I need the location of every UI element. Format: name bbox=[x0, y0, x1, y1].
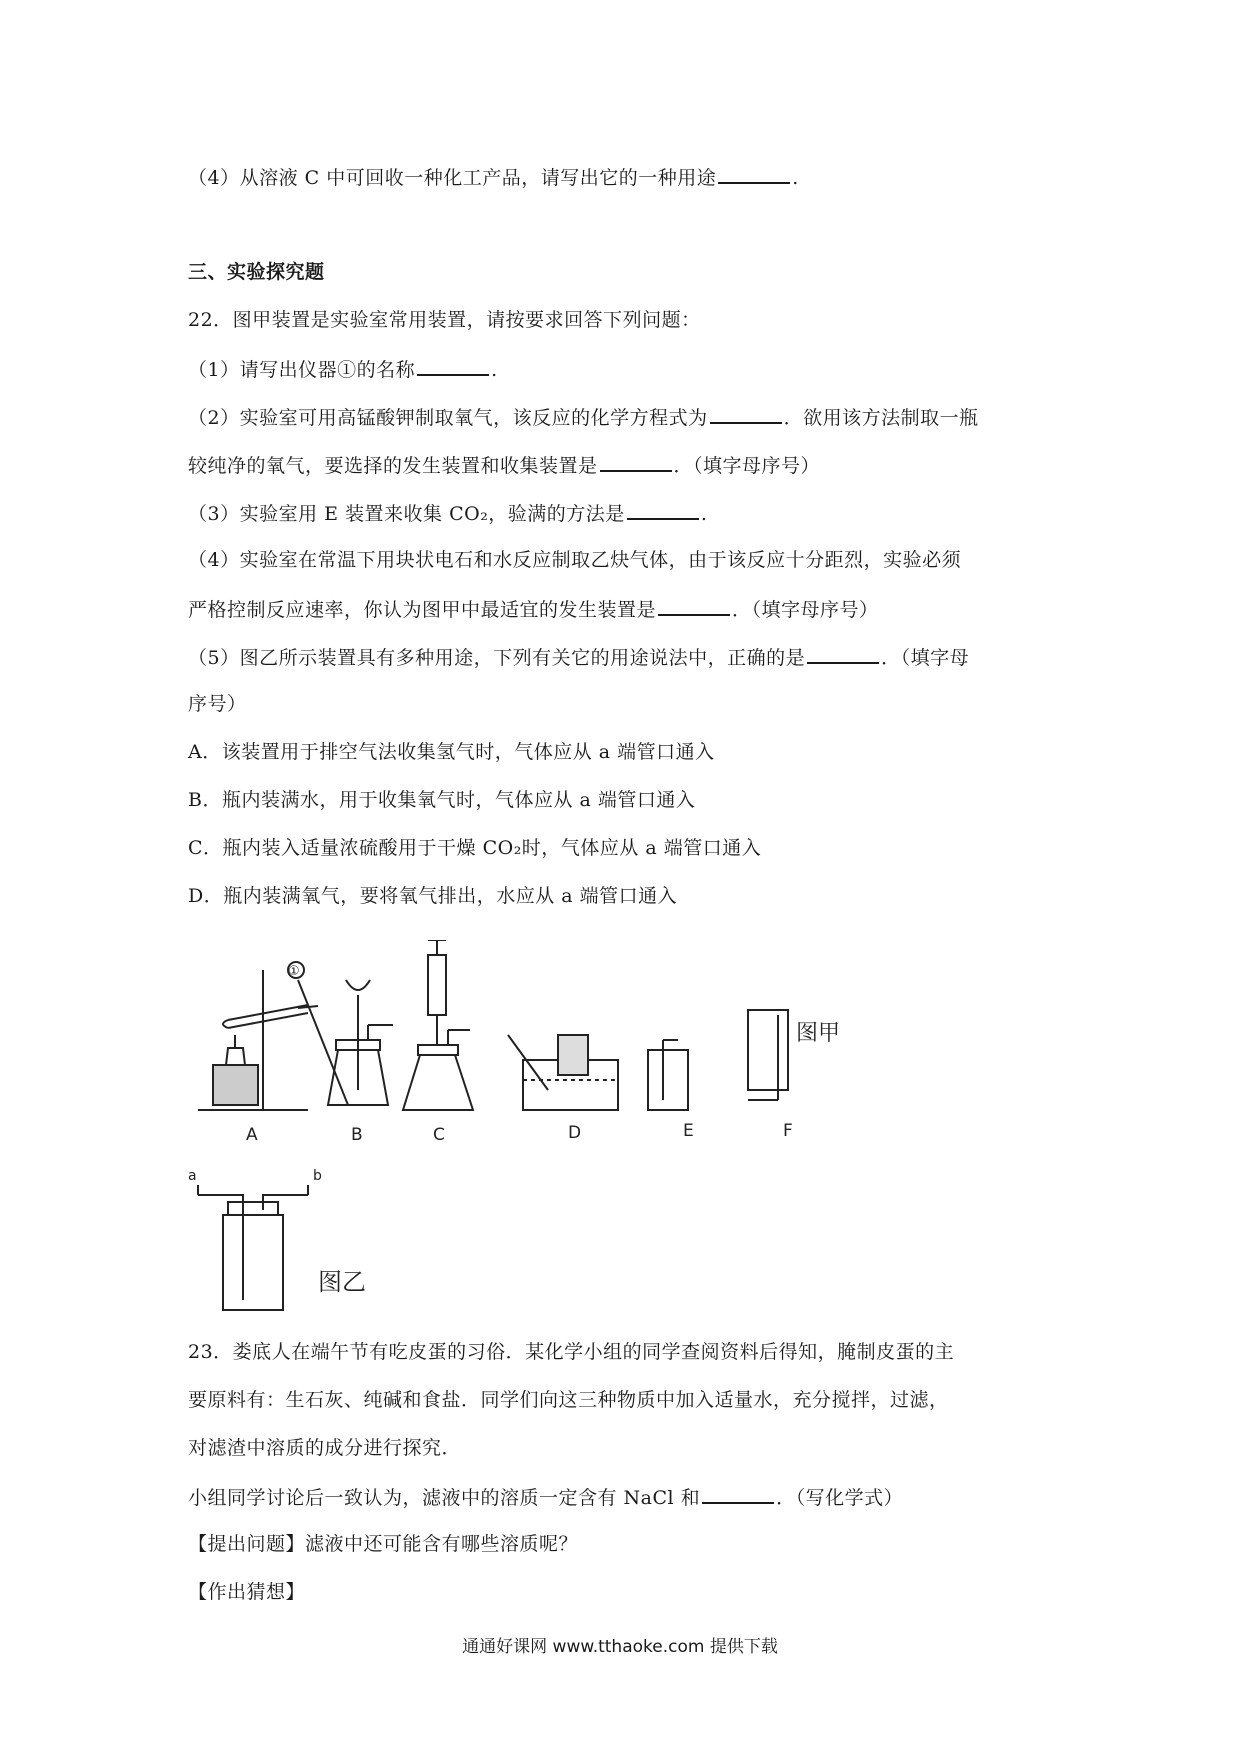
q22-part1: （1）请写出仪器①的名称 . bbox=[188, 356, 498, 382]
q23-line6: 【作出猜想】 bbox=[188, 1581, 306, 1603]
figure-jia-caption: 图甲 bbox=[796, 1021, 841, 1046]
apparatus-c bbox=[403, 940, 473, 1110]
q22-part2-line1: （2）实验室可用高锰酸钾制取氧气，该反应的化学方程式为 ．欲用该方法制取一瓶 bbox=[188, 404, 979, 430]
answer-blank bbox=[710, 404, 782, 424]
answer-blank bbox=[627, 500, 699, 520]
apparatus-a bbox=[198, 970, 318, 1110]
figure-label-f: F bbox=[783, 1121, 793, 1141]
figure-label-b: B bbox=[351, 1125, 363, 1145]
answer-blank bbox=[417, 356, 489, 376]
figure-label-d: D bbox=[568, 1123, 582, 1143]
answer-blank bbox=[600, 452, 672, 472]
answer-blank bbox=[702, 1484, 774, 1504]
option-d: D．瓶内装满氧气，要将氧气排出，水应从 a 端管口通入 bbox=[188, 885, 678, 907]
figure-label-e: E bbox=[683, 1121, 694, 1141]
q23-line4: 小组同学讨论后一致认为，滤液中的溶质一定含有 NaCl 和 ．（写化学式） bbox=[188, 1484, 903, 1510]
q22-part4-line2: 严格控制反应速率，你认为图甲中最适宜的发生装置是 ．（填字母序号） bbox=[188, 596, 879, 622]
apparatus-d bbox=[508, 1035, 618, 1110]
apparatus-e bbox=[648, 1040, 688, 1110]
answer-blank bbox=[718, 164, 790, 184]
q23-line1: 23．娄底人在端午节有吃皮蛋的习俗．某化学小组的同学查阅资料后得知，腌制皮蛋的主 bbox=[188, 1341, 955, 1363]
option-c: C．瓶内装入适量浓硫酸用于干燥 CO₂时，气体应从 a 端管口通入 bbox=[188, 837, 762, 859]
port-b-label: b bbox=[313, 1168, 322, 1184]
q22-part4-line1: （4）实验室在常温下用块状电石和水反应制取乙炔气体，由于该反应十分距烈，实验必须 bbox=[188, 549, 962, 571]
q22-part5-line1: （5）图乙所示装置具有多种用途，下列有关它的用途说法中，正确的是 ．（填字母 bbox=[188, 644, 969, 670]
option-a: A．该装置用于排空气法收集氢气时，气体应从 a 端管口通入 bbox=[188, 741, 715, 763]
figure-label-c: C bbox=[433, 1125, 445, 1145]
q23-line5: 【提出问题】滤液中还可能含有哪些溶质呢？ bbox=[188, 1533, 579, 1555]
answer-blank bbox=[658, 596, 730, 616]
q22-stem: 22．图甲装置是实验室常用装置，请按要求回答下列问题： bbox=[188, 309, 701, 331]
apparatus-yi bbox=[198, 1185, 308, 1310]
apparatus-f bbox=[748, 1010, 788, 1100]
q22-part2-line2: 较纯净的氧气，要选择的发生装置和收集装置是 ．（填字母序号） bbox=[188, 452, 820, 478]
apparatus-figure bbox=[188, 940, 928, 1320]
port-a-label: a bbox=[188, 1168, 197, 1184]
apparatus-b bbox=[288, 962, 393, 1105]
answer-blank bbox=[807, 644, 879, 664]
page-footer: 通通好课网 www.tthaoke.com 提供下载 bbox=[462, 1637, 778, 1657]
q23-line3: 对滤渣中溶质的成分进行探究． bbox=[188, 1437, 462, 1459]
section-title: 三、实验探究题 bbox=[188, 261, 325, 283]
q22-part5-line2: 序号） bbox=[188, 693, 247, 715]
figure-label-a: A bbox=[246, 1125, 258, 1145]
figure-yi-caption: 图乙 bbox=[318, 1268, 366, 1296]
option-b: B．瓶内装满水，用于收集氧气时，气体应从 a 端管口通入 bbox=[188, 789, 696, 811]
q22-part3: （3）实验室用 E 装置来收集 CO₂，验满的方法是 . bbox=[188, 500, 707, 526]
q23-line2: 要原料有：生石灰、纯碱和食盐．同学们向这三种物质中加入适量水，充分搅拌，过滤， bbox=[188, 1389, 949, 1411]
q21-part4: （4）从溶液 C 中可回收一种化工产品，请写出它的一种用途 . bbox=[188, 164, 799, 190]
instrument-marker: ① bbox=[288, 964, 300, 979]
